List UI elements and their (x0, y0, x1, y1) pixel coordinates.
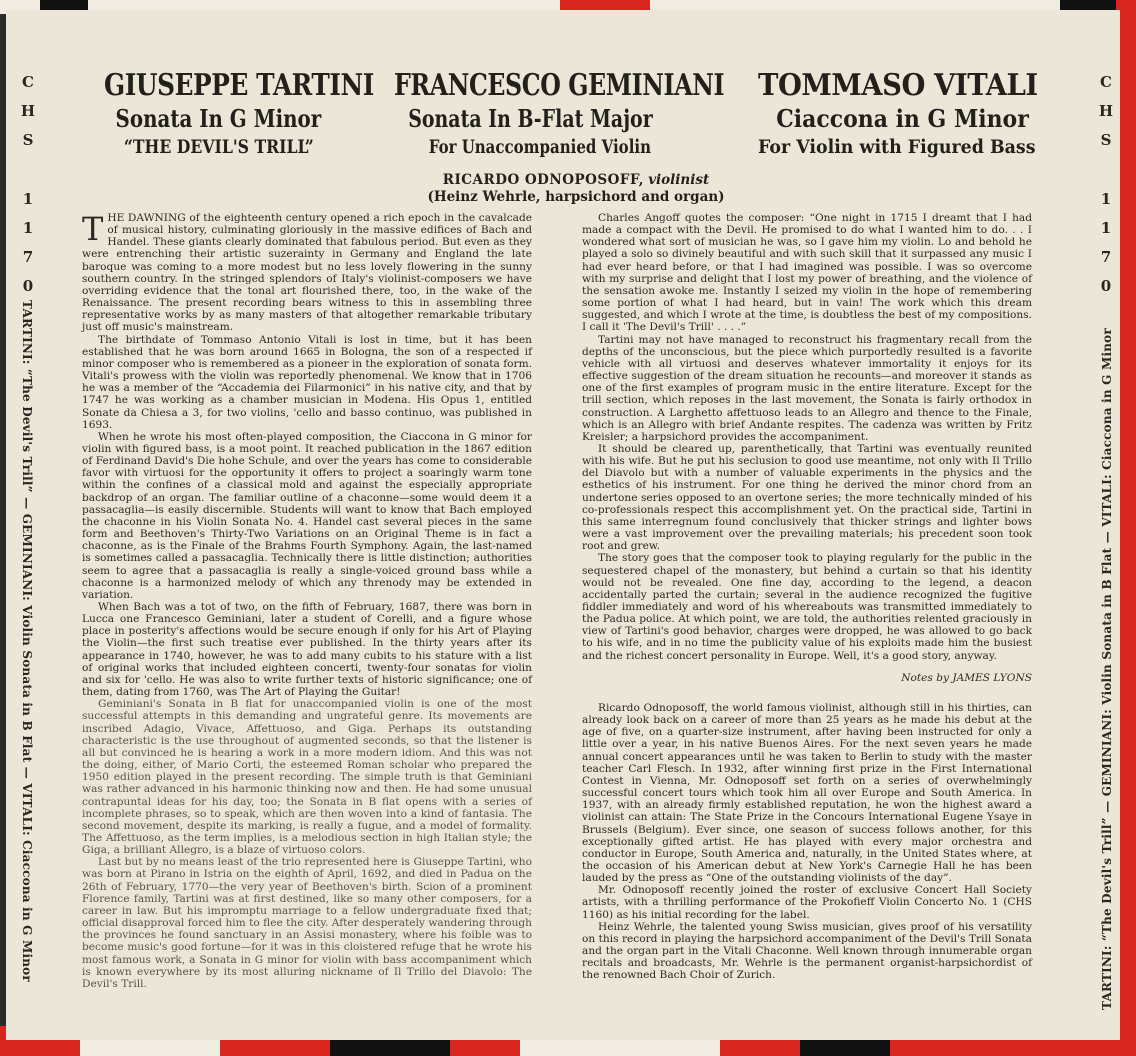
composer-block-tartini (104, 68, 374, 160)
notes-paragraph: Geminiani's Sonata in B flat for unaccompanied violin is one of the most successful attempts in this demanding and ungrateful genre. Its movements are inscribed Adagio, Vivace, Affettuoso, and Giga. Perhaps its outstanding characteristic is the use throughout of augmented seconds, so that the listener is all but convinced he is hearing a work in a more modern idiom. And this was not the doing, either, of Mario Corti, the esteemed Roman scholar who prepared the 1950 edition played in the present recording. The simple truth is that Geminiani was rather advanced in his harmonic thinking now and then. He had some unusual contrapuntal ideas for his day, too; the Sonata in B flat opens with a series of incomplete phrases, so to speak, which are then woven into a kind of fantasia. The second movement, despite its marking, is really a fugue, and a model of formality. The Affettuoso, as the term implies, is a melodious section in high Italian style; the Giga, a brilliant Allegro, is a blaze of virtuoso colors. (82, 698, 532, 857)
catalog-letter: H (20, 102, 36, 120)
composer-name: TOMMASO VITALI (758, 68, 1038, 103)
drop-cap: T (82, 210, 104, 248)
notes-author: Notes by JAMES LYONS (901, 671, 1032, 684)
catalog-letter: S (1100, 131, 1112, 149)
catalog-digit: 7 (1100, 248, 1112, 266)
record-back-cover (6, 10, 1120, 1040)
catalog-letter: C (1100, 73, 1112, 91)
catalog-letter: C (22, 73, 34, 91)
spine-title-left: TARTINI: “The Devil's Trill” — GEMINIANI: Violin Sonata in B Flat — VITALI: Ciaccona in G Minor (20, 300, 34, 982)
performer-role: violinist (648, 172, 710, 188)
accompanist-credit: (Heinz Wehrle, harpsichord and organ) (427, 189, 725, 205)
bio-paragraph: Heinz Wehrle, the talented young Swiss musician, gives proof of his versatility on this record in playing the harpsichord accompaniment of the Devil's Trill Sonata and the organ part in the Vitali Chaconne. Well known through innumerable organ recitals and broadcasts, Mr. Wehrle is the permanent organist-harpsichordist of the renowned Bach Choir of Zurich. (582, 920, 1032, 982)
composer-block-vitali (758, 68, 1038, 160)
composer-name: GIUSEPPE TARTINI (104, 68, 374, 103)
work-title: Sonata In B-Flat Major (408, 104, 653, 133)
work-subtitle: For Violin with Figured Bass (758, 136, 1036, 158)
notes-paragraph: The story goes that the composer took to playing regularly for the public in the sequestered chapel of the monastery, but behind a curtain so that his identity would not be revealed. One fine day, according to the legend, a deacon accidentally parted the curtain; several in the audience recognized the fugitive fiddler immediately and word of his whereabouts was transmitted immediately to the Padua police. At which point, we are told, the authorities relented graciously in view of Tartini's good behavior, charges were dropped, he was allowed to go back to his wife, and in no time the publicity value of his exploits made him the busiest and the richest concert personality in Europe. Well, it's a good story, anyway. (582, 552, 1032, 662)
catalog-number-left (8, 68, 48, 301)
catalog-digit: 7 (22, 248, 34, 266)
catalog-digit: 0 (22, 277, 34, 295)
spine-title-right: TARTINI: “The Devil's Trill” — GEMINIANI: Violin Sonata in B Flat — VITALI: Ciaccona in G Minor (1100, 328, 1114, 1010)
composer-name: FRANCESCO GEMINIANI (394, 68, 725, 103)
liner-notes-left-column (82, 212, 532, 990)
performer-name: RICARDO ODNOPOSOFF, (442, 172, 644, 188)
catalog-letter: S (22, 131, 34, 149)
catalog-digit: 1 (1100, 190, 1112, 208)
work-subtitle: “THE DEVIL'S TRILL” (123, 136, 314, 158)
work-title: Sonata In G Minor (115, 104, 322, 133)
catalog-letter: H (1098, 102, 1114, 120)
catalog-digit: 1 (22, 219, 34, 237)
notes-paragraph: The birthdate of Tommaso Antonio Vitali is lost in time, but it has been established that he was born around 1665 in Bologna, the son of a respected if minor composer who is remembered as a pioneer in the exploration of sonata form. Vitali's prowess with the violin was reportedly phenomenal. We know that in 1706 he was a member of the “Accademia dei Filarmonici” in his native city, and that by 1747 he was working as a chamber musician in Modena. His Opus 1, entitled Sonate da Chiesa a 3, for two violins, 'cello and basso continuo, was published in 1693. (82, 333, 532, 431)
catalog-digit: 1 (1100, 219, 1112, 237)
notes-paragraph: THE DAWNING of the eighteenth century opened a rich epoch in the cavalcade of musical history, culminating gloriously in the massive edifices of Bach and Handel. These giants clearly dominated that fabulous period. But even as they were entrenching their artistic suzerainty in Germany and England the late baroque was coming to a more modest but no less lovely flowering in the sunny southern country. In the stringed splendors of Italy's violinist-composers we have overriding evidence that the tonal art flourished there, too, in the wake of the Renaissance. The present recording bears witness to this in assembling three representative works by as many masters of that altogether remarkable tributary just off music's mainstream. (82, 210, 532, 334)
bio-paragraph: Mr. Odnoposoff recently joined the roster of exclusive Concert Hall Society artists, with a thrilling performance of the Prokofieff Violin Concerto No. 1 (CHS 1160) as his initial recording for the label. (582, 884, 1032, 921)
notes-paragraph: Charles Angoff quotes the composer: “One night in 1715 I dreamt that I had made a compact with the Devil. He promised to do what I wanted him to do. . . I wondered what sort of musician he was, so I gave him my violin. Lo and behold he played a solo so divinely beautiful and with such skill that it surpassed any music I had ever heard before, or that I had imagined was possible. I was so overcome with my surprise and delight that I lost my power of breathing, and the violence of the sensation awoke me. Instantly I seized my violin in the hope of remembering some portion of what I had heard, but in vain! The work which this dream suggested, and which I wrote at the time, is doubtless the best of my compositions. I call it 'The Devil's Trill' . . . .” (582, 212, 1032, 334)
bio-paragraph: Ricardo Odnoposoff, the world famous violinist, although still in his thirties, can already look back on a career of more than 25 years as he made his debut at the age of five, on a quarter-size instrument, after having been instructed for only a little over a year, in his native Buenos Aires. For the next seven years he made annual concert appearances until he was taken to Berlin to study with the master teacher Carl Flesch. In 1932, after winning first prize in the First International Contest in Vienna, Mr. Odnoposoff set forth on a series of overwhelmingly successful concert tours which took him all over Europe and South America. In 1937, with an already firmly established reputation, he won the highest award a violinist can attain: The State Prize in the Concours International Eugene Ysaye in Brussels (Belgium). Ever since, one season of success follows another, for this exceptionally gifted artist. He has played with every major orchestra and conductor in Europe, South America and, naturally, in the United States where, at the occasion of his American debut at New York's Carnegie Hall he has been lauded by the press as “One of the outstanding violinists of the day”. (582, 701, 1032, 885)
notes-paragraph: When Bach was a tot of two, on the fifth of February, 1687, there was born in Lucca one Francesco Geminiani, later a student of Corelli, and a figure whose place in posterity's affections would be secure enough if only for his Art of Playing the Violin—the first such treatise ever published. In the thirty years after its appearance in 1740, however, he was to add many cubits to his stature with a list of original works that included eighteen concerti, twenty-four sonatas for violin and six for 'cello. He was also to write further texts of historic significance; one of them, dating from 1760, was The Art of Playing the Guitar! (82, 601, 532, 699)
catalog-digit: 0 (1100, 277, 1112, 295)
catalog-number-right (1086, 68, 1120, 301)
catalog-digit: 1 (22, 190, 34, 208)
notes-paragraph: Last but by no means least of the trio represented here is Giuseppe Tartini, who was born at Pirano in Istria on the eighth of April, 1692, and died in Padua on the 26th of February, 1770—the very year of Beethoven's birth. Scion of a prominent Florence family, Tartini was at first destined, like so many other composers, for a career in law. But his impromptu marriage to a fellow undergraduate fixed that; official disapproval forced him to flee the city. After desperately wandering through the provinces he found sanctuary in an Assisi monastery, where his foible was to become music's good fortune—for it was in this cloistered refuge that he wrote his most famous work, a Sonata in G minor for violin with bass accompaniment which is known everywhere by its most alluring nickname of Il Trillo del Diavolo: The Devil's Trill. (82, 856, 532, 990)
notes-paragraph: It should be cleared up, parenthetically, that Tartini was eventually reunited with his wife. But he put his seclusion to good use meantime, not only with Il Trillo del Diavolo but with a number of valuable experiments in the physics and the esthetics of his instrument. For one thing he derived the minor chord from an undertone series opposed to an overtone series; the more technically minded of his co-professionals respect this accomplishment yet. On the practical side, Tartini in this same interregnum found conclusively that thicker strings and lighter bows were a vast improvement over the prevailing materials; his precedent soon took root and grew. (582, 442, 1032, 553)
notes-paragraph: Tartini may not have managed to reconstruct his fragmentary recall from the depths of the unconscious, but the piece which purportedly resulted is a favorite vehicle with all virtuosi and deserves whatever immortality it enjoys for its effective suggestion of the dream situation he recounts—and moreover it stands as one of the first examples of program music in the entire literature. Except for the trill section, which reposes in the last movement, the Sonata is fairly orthodox in construction. A Larghetto affettuoso leads to an Allegro and thence to the Finale, which is an Allegro with brief Andante respites. The cadenza was written by Fritz Kreisler; a harpsichord provides the accompaniment. (582, 333, 1032, 443)
work-title: Ciaccona in G Minor (776, 104, 1029, 133)
liner-notes-right-column (582, 212, 1032, 982)
notes-paragraph: When he wrote his most often-played composition, the Ciaccona in G minor for violin with figured bass, is a moot point. It reached publication in the 1867 edition of Ferdinand David's Die hohe Schule, and over the years has come to considerable favor with virtuosi for the opportunity it offers to project a soaringly warm tone within the confines of a classical mold and against the especially appropriate backdrop of an organ. The familiar outline of a chaconne—some would deem it a passacaglia—is easily discernible. Students will want to know that Bach employed the chaconne in his Violin Sonata No. 4. Handel cast several pieces in the same form and Beethoven's Thirty-Two Variations on an Original Theme is in fact a chaconne, as is the Finale of the Brahms Fourth Symphony. Again, the last-named is sometimes called a passacaglia. Technically there is little distinction; authorities seem to agree that a passacaglia is really a single-voiced ground bass while a chaconne is a harmonized melody of which any threnody may be extended in variation. (82, 430, 532, 601)
performer-credit (426, 172, 726, 206)
composer-block-geminiani (394, 68, 724, 160)
work-subtitle: For Unaccompanied Violin (428, 136, 651, 158)
